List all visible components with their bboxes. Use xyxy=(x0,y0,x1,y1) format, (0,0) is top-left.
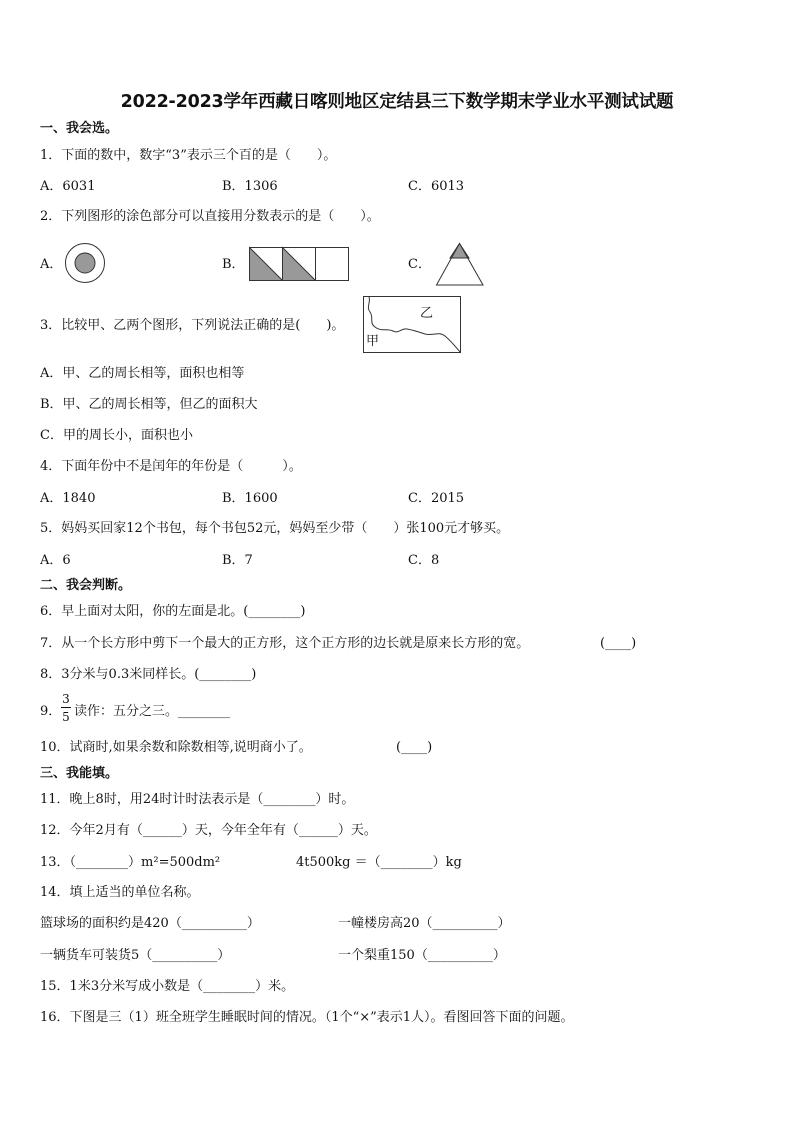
question-9-number: 9． xyxy=(40,704,62,719)
question-14-basketball-court: 篮球场的面积约是420（__________） xyxy=(40,916,260,931)
question-10-text: 10．试商时,如果余数和除数相等,说明商小了。 xyxy=(40,740,312,755)
ring-figure xyxy=(64,243,108,283)
figure-label-yi: 乙 xyxy=(420,306,434,321)
section-heading-fill: 三、我能填。 xyxy=(40,766,119,781)
question-5-option-c[interactable]: C．8 xyxy=(408,553,440,568)
question-3-option-c[interactable]: C．甲的周长小，面积也小 xyxy=(40,428,193,443)
question-13-right: 4t500kg ＝（________）kg xyxy=(296,855,462,870)
question-11: 11．晚上8时，用24时计时法表示是（________）时。 xyxy=(40,792,355,807)
question-9-text: 读作：五分之三。________ xyxy=(74,704,231,719)
question-4-option-b[interactable]: B．1600 xyxy=(222,491,278,506)
shaded-triangle-figure xyxy=(436,243,486,287)
question-14-truck-load: 一辆货车可装货5（__________） xyxy=(40,948,231,963)
shaded-squares-figure xyxy=(249,247,351,283)
figure-label-jia: 甲 xyxy=(366,334,380,349)
question-4-option-c[interactable]: C．2015 xyxy=(408,491,465,506)
question-3-option-a[interactable]: A．甲、乙的周长相等，面积也相等 xyxy=(40,366,245,381)
page-title: 2022-2023学年西藏日喀则地区定结县三下数学期末学业水平测试试题 xyxy=(120,92,674,112)
question-5-stem: 5．妈妈买回家12个书包，每个书包52元，妈妈至少带（ ）张100元才够买。 xyxy=(40,521,510,536)
question-8: 8．3分米与0.3米同样长。(________) xyxy=(40,667,257,682)
question-3-option-b[interactable]: B．甲、乙的周长相等，但乙的面积大 xyxy=(40,397,258,412)
fraction-numerator: 3 xyxy=(62,692,70,706)
question-15: 15．1米3分米写成小数是（________）米。 xyxy=(40,979,295,994)
question-1-option-a[interactable]: A．6031 xyxy=(40,179,96,194)
question-10-answer-blank[interactable]: (____) xyxy=(396,740,433,755)
question-12: 12．今年2月有（______）天，今年全年有（______）天。 xyxy=(40,823,377,838)
question-2-option-c[interactable]: C． xyxy=(408,257,431,272)
question-1-option-c[interactable]: C．6013 xyxy=(408,179,465,194)
question-5-option-a[interactable]: A．6 xyxy=(40,553,71,568)
question-13-left: 13．（________）m²=500dm² xyxy=(40,855,221,870)
question-2-option-b[interactable]: B． xyxy=(222,257,245,272)
question-14-stem: 14．填上适当的单位名称。 xyxy=(40,885,200,900)
question-14-pear-weight: 一个梨重150（__________） xyxy=(338,948,506,963)
question-2-stem: 2．下列图形的涂色部分可以直接用分数表示的是（ ）。 xyxy=(40,209,380,224)
question-4-option-a[interactable]: A．1840 xyxy=(40,491,96,506)
question-7-answer-blank[interactable]: (____) xyxy=(600,636,637,651)
question-3-stem: 3．比较甲、乙两个图形，下列说法正确的是( )。 xyxy=(40,318,345,333)
question-5-option-b[interactable]: B．7 xyxy=(222,553,253,568)
section-heading-judge: 二、我会判断。 xyxy=(40,578,132,593)
question-14-building-height: 一幢楼房高20（__________） xyxy=(338,916,511,931)
question-16: 16．下图是三（1）班全班学生睡眠时间的情况。（1个“×”表示1人）。看图回答下面的问题。 xyxy=(40,1010,574,1025)
question-6: 6．早上面对太阳，你的左面是北。(________) xyxy=(40,604,306,619)
question-1-stem: 1．下面的数中，数字“3”表示三个百的是（ ）。 xyxy=(40,148,337,163)
question-7-text: 7．从一个长方形中剪下一个最大的正方形，这个正方形的边长就是原来长方形的宽。 xyxy=(40,636,530,651)
fraction-denominator: 5 xyxy=(62,710,70,724)
fraction-bar xyxy=(61,707,71,708)
section-heading-choose: 一、我会选。 xyxy=(40,121,119,136)
question-2-option-a[interactable]: A． xyxy=(40,257,63,272)
question-1-option-b[interactable]: B．1306 xyxy=(222,179,278,194)
question-4-stem: 4．下面年份中不是闰年的年份是（ ）。 xyxy=(40,459,302,474)
